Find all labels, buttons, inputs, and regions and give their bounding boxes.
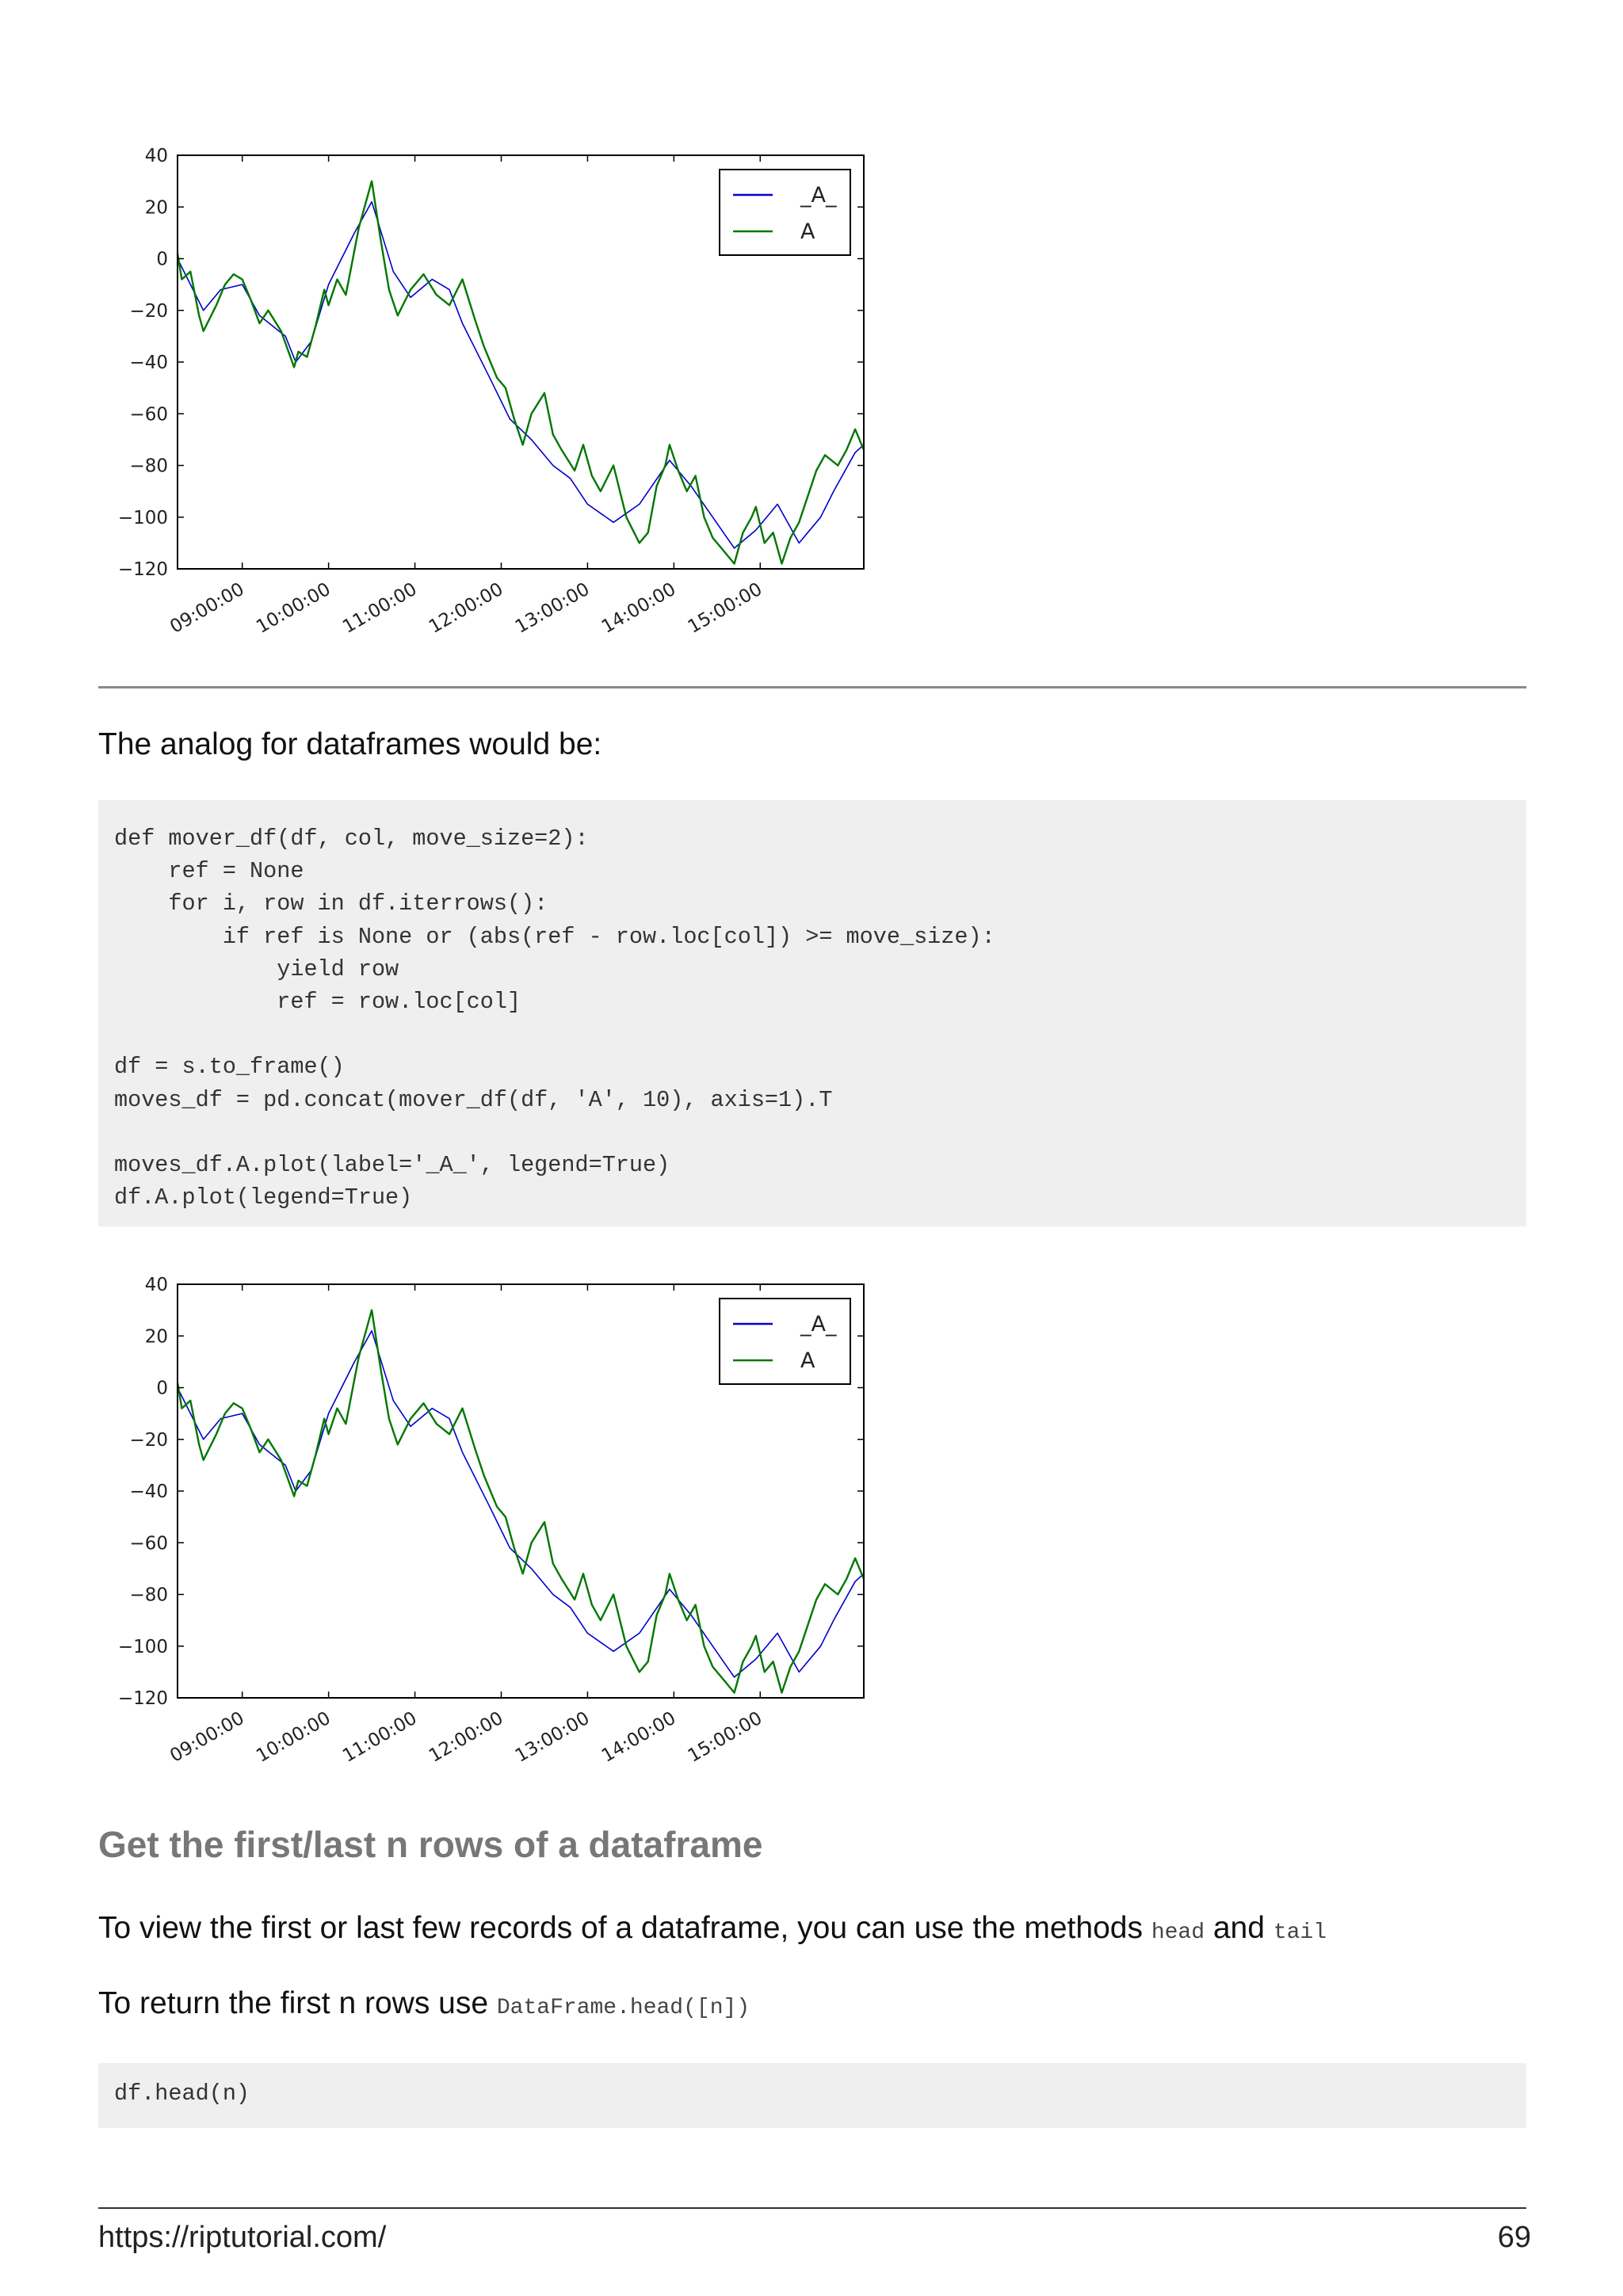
section-divider	[98, 686, 1526, 688]
code-block-mover-df: def mover_df(df, col, move_size=2): ref = None for i, row in df.iterrows(): if ref is None or (abs(ref - row.loc[col]) >= move_size): yield row ref = row.loc[col] df = s.to_frame() moves_df = pd.concat(mover_df(df, 'A', 10), axis=1).T moves_df.A.plot(label='_A_', legend=True) df.A.plot(legend=True)	[98, 800, 1526, 1226]
x-tick-label: 13:00:00	[511, 578, 594, 638]
y-tick-label: −40	[129, 1482, 168, 1502]
line-chart-1	[105, 135, 897, 689]
legend-label-A: A	[800, 219, 815, 244]
x-tick-label: 14:00:00	[598, 578, 680, 638]
x-tick-label: 10:00:00	[253, 1707, 334, 1767]
x-tick-label: 09:00:00	[166, 578, 248, 638]
y-tick-label: −120	[117, 1688, 168, 1709]
chart-svg	[105, 1264, 897, 1818]
y-tick-label: −60	[129, 1533, 168, 1554]
y-tick-label: −20	[129, 300, 168, 322]
legend-label-_A_: _A_	[800, 1312, 837, 1337]
y-tick-label: −60	[129, 404, 168, 425]
y-tick-label: −100	[117, 507, 168, 528]
legend-label-A: A	[800, 1348, 815, 1373]
footer-rule	[98, 2207, 1526, 2209]
y-tick-label: 0	[156, 249, 168, 270]
legend	[720, 170, 850, 255]
inline-code-dataframe-head: DataFrame.head([n])	[496, 1996, 750, 2020]
x-tick-label: 15:00:00	[684, 578, 766, 638]
y-tick-label: −120	[117, 559, 168, 580]
footer-url[interactable]: https://riptutorial.com/	[98, 2221, 387, 2254]
y-tick-label: 0	[156, 1378, 168, 1399]
line-chart-2	[105, 1264, 897, 1818]
code-block-head: df.head(n)	[98, 2063, 1526, 2128]
y-tick-label: −80	[129, 1585, 168, 1606]
x-tick-label: 14:00:00	[598, 1707, 680, 1767]
y-tick-label: 40	[144, 1275, 168, 1295]
view-text: To view the first or last few records of a dataframe, you can use the methods	[98, 1911, 1151, 1945]
x-tick-label: 10:00:00	[253, 578, 334, 638]
y-tick-label: 40	[144, 146, 168, 166]
y-tick-label: −20	[129, 1429, 168, 1451]
inline-code-head: head	[1151, 1920, 1205, 1945]
x-tick-label: 09:00:00	[166, 1707, 248, 1767]
view-and: and	[1205, 1911, 1274, 1945]
y-tick-label: −40	[129, 353, 168, 373]
y-tick-label: 20	[144, 197, 168, 219]
x-tick-label: 12:00:00	[426, 578, 507, 638]
y-tick-label: −100	[117, 1636, 168, 1657]
x-tick-label: 15:00:00	[684, 1707, 766, 1767]
x-tick-label: 11:00:00	[339, 578, 421, 638]
inline-code-tail: tail	[1273, 1920, 1327, 1945]
x-tick-label: 11:00:00	[339, 1707, 421, 1767]
view-paragraph	[98, 1909, 1525, 1952]
y-tick-label: −80	[129, 456, 168, 477]
x-tick-label: 12:00:00	[426, 1707, 507, 1767]
x-tick-label: 13:00:00	[511, 1707, 594, 1767]
page-number: 69	[1497, 2221, 1531, 2254]
section-heading: Get the first/last n rows of a dataframe	[98, 1824, 763, 1865]
legend-label-_A_: _A_	[800, 183, 837, 208]
y-tick-label: 20	[144, 1326, 168, 1348]
analog-paragraph: The analog for dataframes would be:	[98, 727, 602, 761]
chart-svg	[105, 135, 897, 689]
return-paragraph	[98, 1985, 1525, 2027]
legend	[720, 1299, 850, 1384]
return-text: To return the first n rows use	[98, 1986, 497, 2020]
